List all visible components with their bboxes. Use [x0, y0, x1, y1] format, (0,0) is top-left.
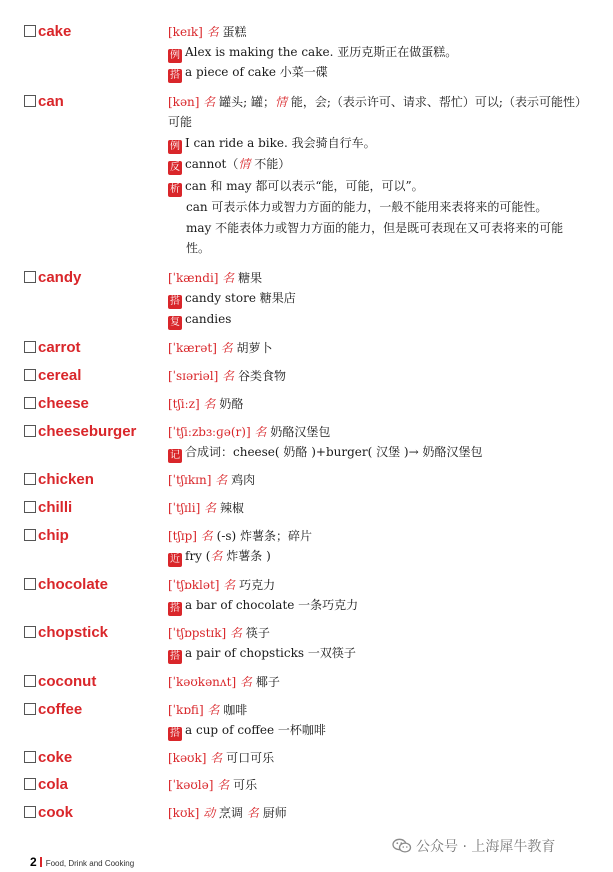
example-line: 析 can 和 may 都可以表示“能，可能，可以”。 [170, 179, 424, 195]
example-line: 搭 a cup of coffee 一杯咖啡 [170, 723, 326, 739]
example-line: 复 candies [170, 312, 232, 328]
section-title: Food, Drink and Cooking [45, 859, 135, 868]
definition: [ˈtʃɒpstɪk] 名 筷子 [168, 626, 270, 640]
definition: [ˈtʃɪkɪn] 名 鸡肉 [168, 473, 256, 487]
definition: [ˈtʃɒklət] 名 巧克力 [168, 578, 276, 592]
definition: [tʃiːz] 名 奶酪 [168, 397, 244, 411]
headword: chip [24, 526, 69, 546]
headword: carrot [24, 338, 81, 358]
headword: cheeseburger [24, 422, 136, 442]
checkbox-icon[interactable] [24, 578, 36, 590]
headword: coconut [24, 672, 96, 692]
example-line: 搭 candy store 糖果店 [170, 291, 296, 307]
checkbox-icon[interactable] [24, 806, 36, 818]
headword: can [24, 92, 64, 112]
checkbox-icon[interactable] [24, 341, 36, 353]
headword: coke [24, 748, 72, 768]
checkbox-icon[interactable] [24, 703, 36, 715]
watermark: 公众号 · 上海犀牛教育 [392, 836, 555, 856]
checkbox-icon[interactable] [24, 425, 36, 437]
checkbox-icon[interactable] [24, 751, 36, 763]
checkbox-icon[interactable] [24, 675, 36, 687]
example-line: 例 I can ride a bike. 我会骑自行车。 [170, 136, 376, 152]
example-line: 近 fry (名 炸薯条 ) [170, 549, 271, 565]
definition: [ˈtʃiːzbɜːɡə(r)] 名 奶酪汉堡包 [168, 425, 331, 439]
definition: [kən] 名 罐头; 罐；情 能，会;（表示许可、请求、帮忙）可以;（表示可能性）可能 [168, 95, 587, 129]
note-line: can 可表示体力或智力方面的能力，一般不能用来表将来的可能性。 [186, 200, 548, 214]
checkbox-icon[interactable] [24, 397, 36, 409]
definition: [kəʊk] 名 可口可乐 [168, 751, 275, 765]
example-line: 记 合成词：cheese( 奶酪 )+burger( 汉堡 )→ 奶酪汉堡包 [170, 445, 483, 461]
page-footer [30, 855, 134, 869]
headword: cake [24, 22, 71, 42]
checkbox-icon[interactable] [24, 473, 36, 485]
checkbox-icon[interactable] [24, 25, 36, 37]
definition: [ˈkærət] 名 胡萝卜 [168, 341, 273, 355]
checkbox-icon[interactable] [24, 529, 36, 541]
example-line: 搭 a piece of cake 小菜一碟 [170, 65, 328, 81]
page-number: 2 [30, 855, 37, 869]
definition: [tʃɪp] 名 (-s) 炸薯条；碎片 [168, 529, 313, 543]
headword: cereal [24, 366, 81, 386]
headword: cola [24, 775, 68, 795]
headword: chicken [24, 470, 94, 490]
note-line: may 不能表体力或智力方面的能力，但是既可表现在又可表将来的可能性。 [186, 221, 564, 255]
definition: [keɪk] 名 蛋糕 [168, 25, 247, 39]
definition: [ˈsɪəriəl] 名 谷类食物 [168, 369, 286, 383]
definition: [ˈkændi] 名 糖果 [168, 271, 263, 285]
checkbox-icon[interactable] [24, 369, 36, 381]
checkbox-icon[interactable] [24, 95, 36, 107]
definition: [ˈtʃɪli] 名 辣椒 [168, 501, 244, 515]
definition: [ˈkəʊlə] 名 可乐 [168, 778, 258, 792]
definition: [ˈkɒfi] 名 咖啡 [168, 703, 248, 717]
footer-divider [40, 857, 42, 867]
example-line: 例 Alex is making the cake. 亚历克斯正在做蛋糕。 [170, 45, 458, 61]
headword: cheese [24, 394, 89, 414]
example-line: 反 cannot（情 不能） [170, 157, 291, 173]
definition: [ˈkəʊkənʌt] 名 椰子 [168, 675, 280, 689]
checkbox-icon[interactable] [24, 626, 36, 638]
headword: chopstick [24, 623, 108, 643]
headword: chilli [24, 498, 72, 518]
checkbox-icon[interactable] [24, 778, 36, 790]
example-line: 搭 a pair of chopsticks 一双筷子 [170, 646, 356, 662]
checkbox-icon[interactable] [24, 501, 36, 513]
wechat-icon [392, 838, 412, 854]
example-line: 搭 a bar of chocolate 一条巧克力 [170, 598, 359, 614]
headword: chocolate [24, 575, 108, 595]
definition: [kʊk] 动 烹调 名 厨师 [168, 806, 287, 820]
headword: coffee [24, 700, 82, 720]
headword: cook [24, 803, 73, 823]
checkbox-icon[interactable] [24, 271, 36, 283]
headword: candy [24, 268, 81, 288]
